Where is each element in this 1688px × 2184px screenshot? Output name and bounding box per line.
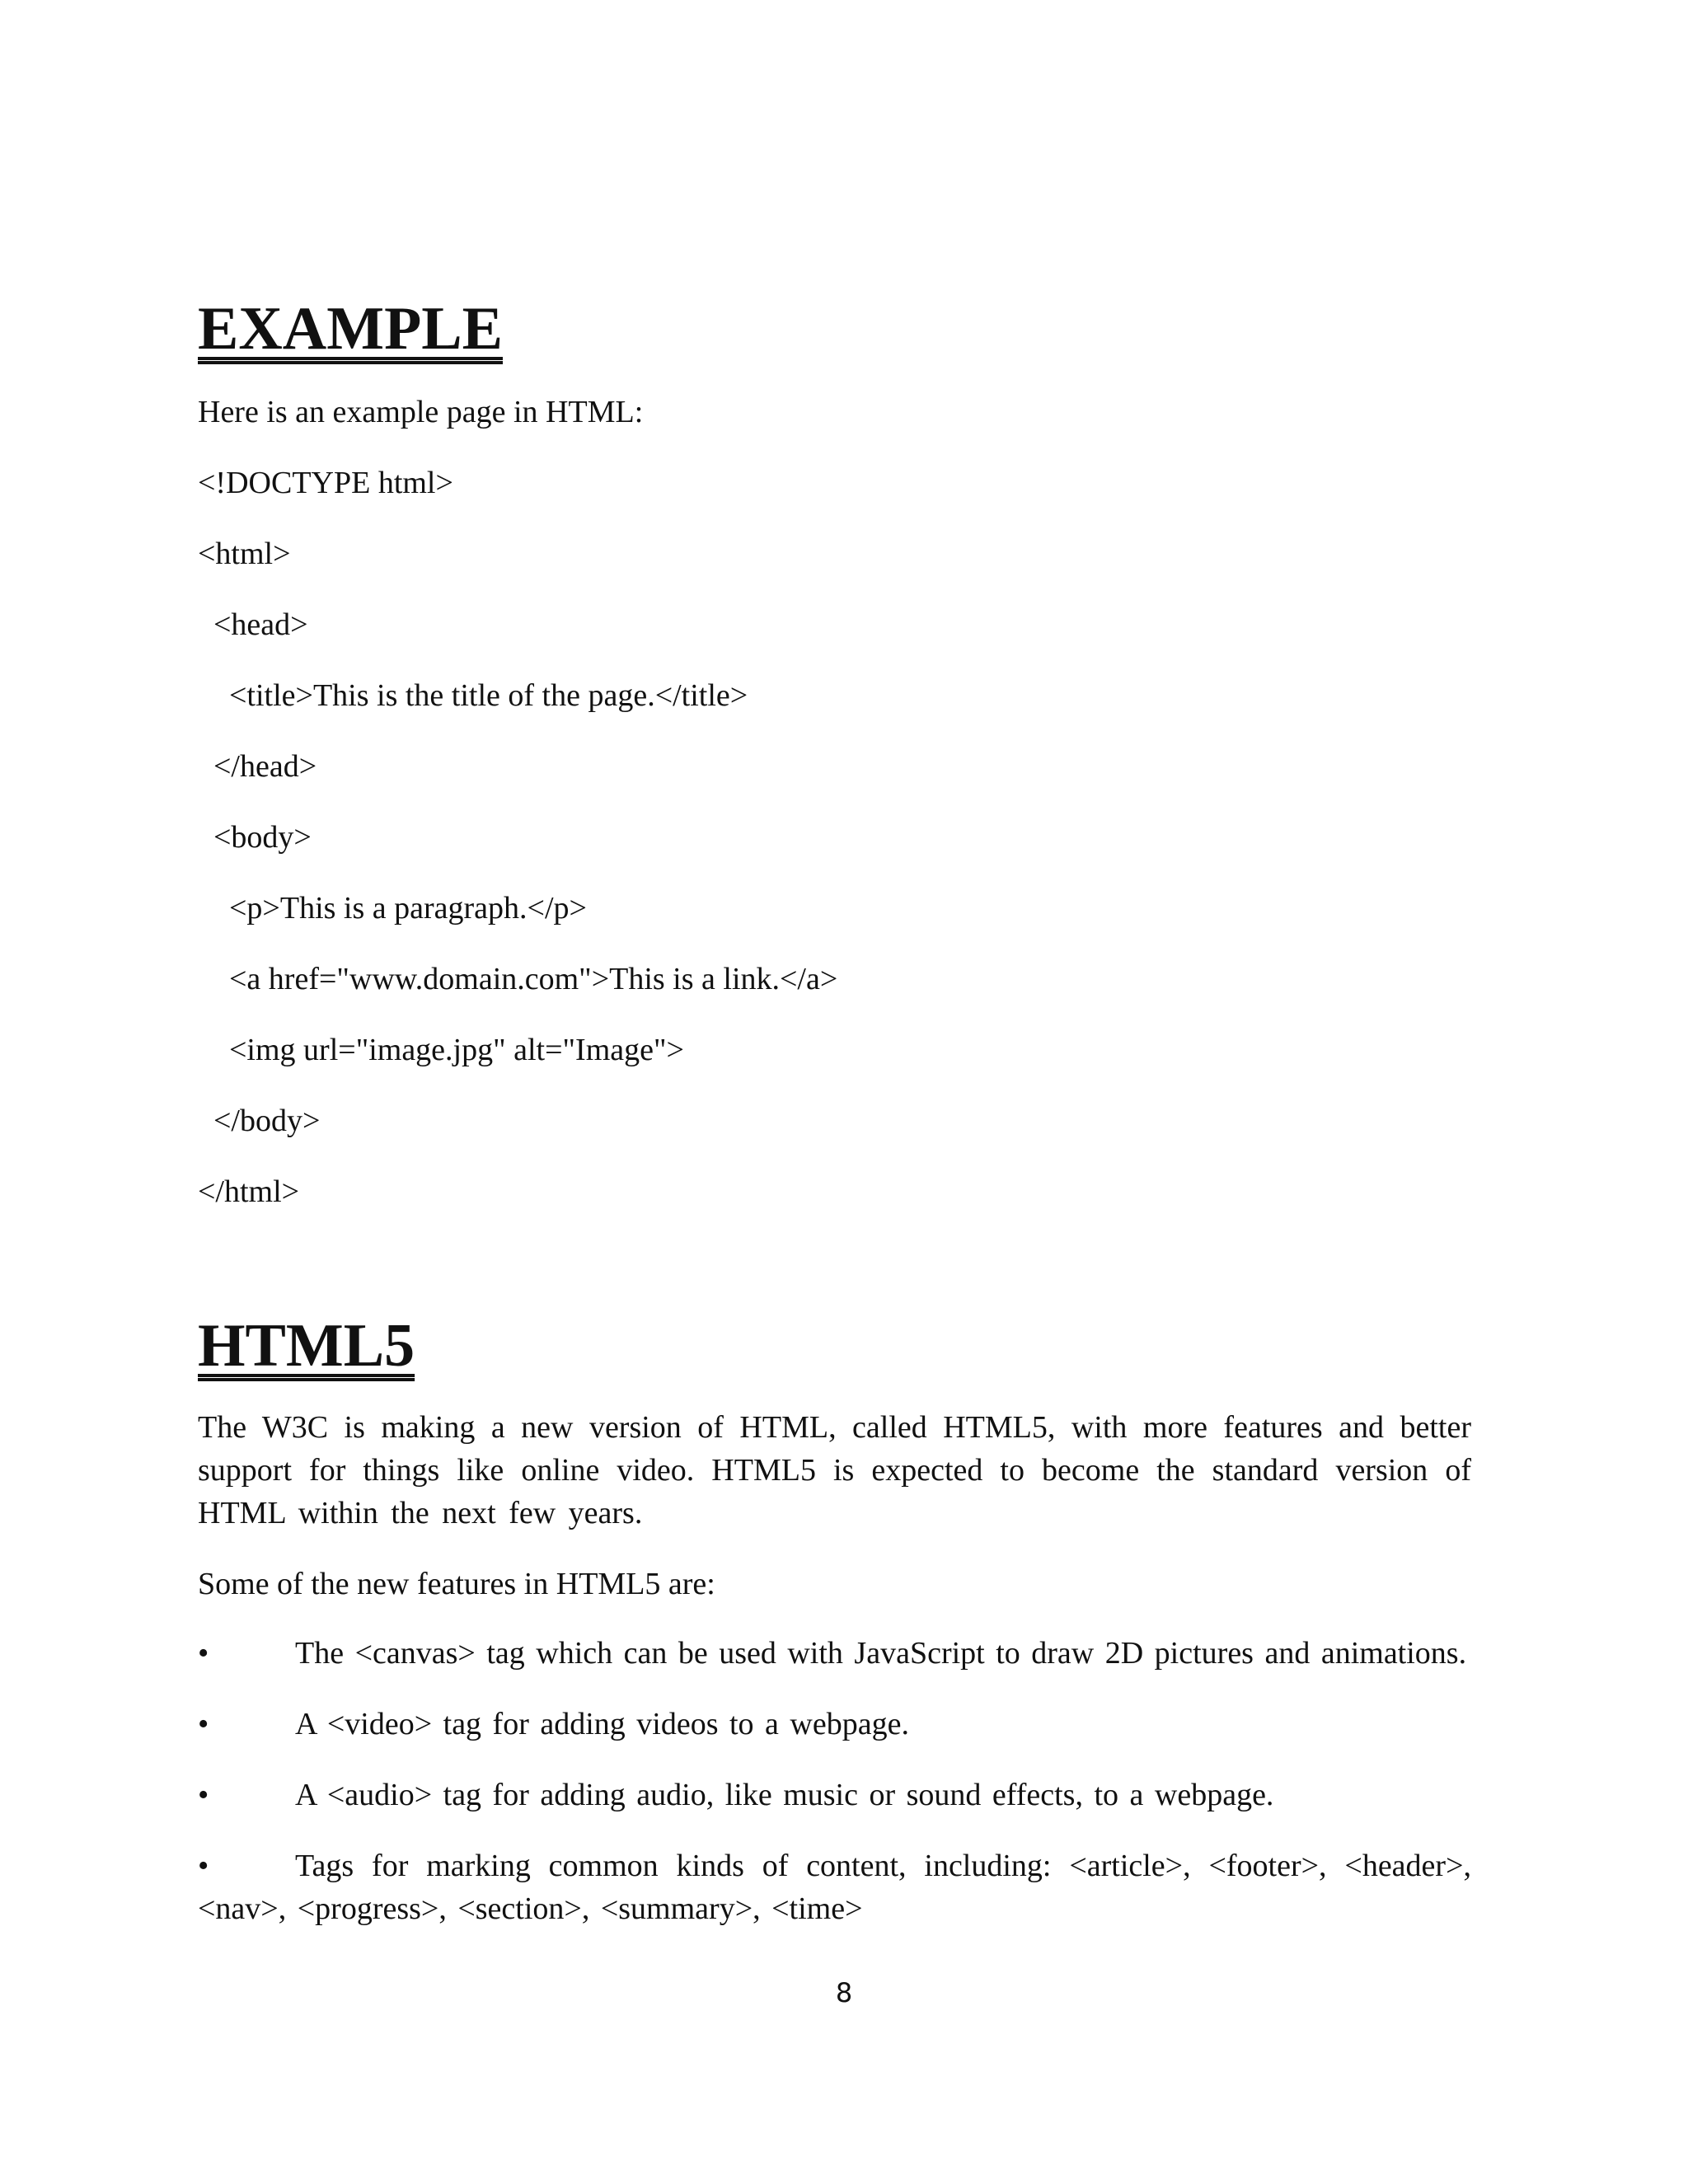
list-item: [198, 1632, 1471, 1675]
bullet-icon: •: [198, 1849, 209, 1883]
code-line: <img url="image.jpg" alt="Image">: [198, 1033, 684, 1067]
list-item-text: The <canvas> tag which can be used with JavaScript to draw 2D pictures and animations.: [295, 1636, 1467, 1671]
list-item-text: A <video> tag for adding videos to a webpage.: [295, 1707, 909, 1741]
html5-heading: HTML5: [198, 1312, 415, 1380]
bullet-icon: •: [198, 1707, 209, 1741]
bullet-icon: •: [198, 1636, 209, 1671]
list-item: [198, 1703, 1471, 1746]
list-item-text: Tags for marking common kinds of content, including: <article>, <footer>, <header>, <nav>, <progress>, <section>, <summary>, <time>: [198, 1849, 1471, 1926]
features-intro: Some of the new features in HTML5 are:: [198, 1567, 715, 1601]
example-intro: Here is an example page in HTML:: [198, 395, 644, 429]
html5-paragraph: The W3C is making a new version of HTML, called HTML5, with more features and better support for things like online video. HTML5 is expected to become the standard version of HTML within the next few years.: [198, 1410, 1471, 1530]
page-number: 8: [835, 1977, 853, 2008]
code-line: <html>: [198, 537, 291, 571]
code-line: </html>: [198, 1174, 300, 1209]
code-line: <body>: [198, 820, 312, 855]
list-item-text: A <audio> tag for adding audio, like music or sound effects, to a webpage.: [295, 1778, 1274, 1812]
code-line: <a href="www.domain.com">This is a link.</a>: [198, 962, 838, 996]
code-line: <title>This is the title of the page.</title>: [198, 678, 748, 713]
list-item: [198, 1774, 1471, 1816]
code-line: <head>: [198, 607, 308, 642]
code-line: <p>This is a paragraph.</p>: [198, 891, 587, 926]
code-line: <!DOCTYPE html>: [198, 466, 453, 500]
bullet-icon: •: [198, 1778, 209, 1812]
example-heading: EXAMPLE: [198, 295, 503, 363]
list-item: [198, 1844, 1471, 1930]
code-line: </body>: [198, 1104, 321, 1138]
code-line: </head>: [198, 749, 317, 784]
